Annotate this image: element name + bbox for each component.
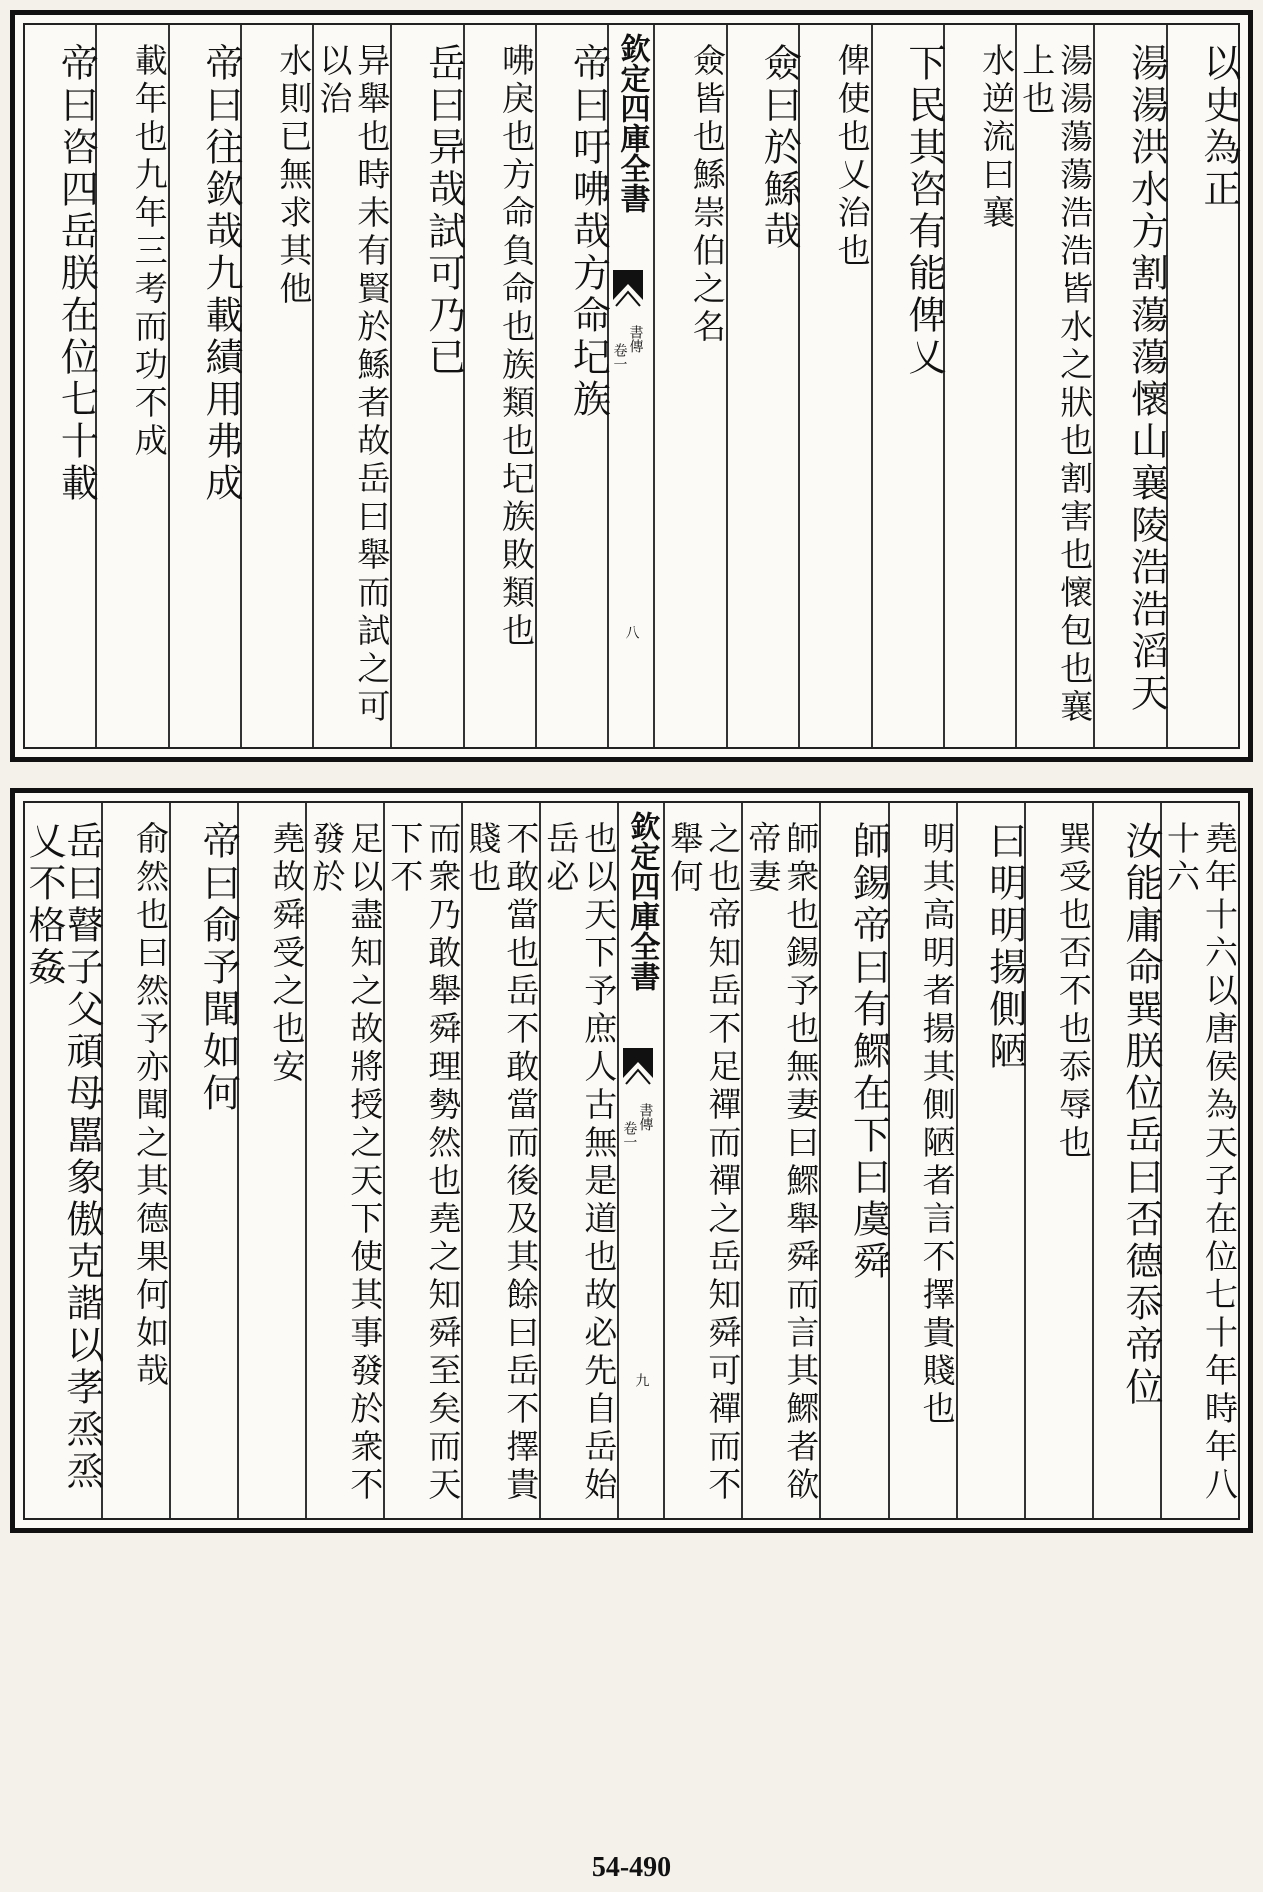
top-column-text: 帝曰吁咈哉方命圮族: [566, 43, 611, 421]
bottom-text-column: [237, 803, 305, 1518]
top-text-column: [535, 25, 611, 747]
bottom-text-column: [1024, 803, 1092, 1518]
bottom-column-text: 足以盡知之故將授之天下使其事發於衆不發於: [307, 821, 385, 1505]
top-column-text: 水逆流曰襄: [977, 43, 1017, 233]
bottom-text-column: [1092, 803, 1163, 1518]
bottom-column-text: 岳曰瞽子父頑母嚚象傲克諧以孝烝烝乂不格姦: [22, 821, 104, 1493]
top-column-text: 下民其咨有能俾乂: [901, 43, 946, 379]
bottom-column-text: 師衆也錫予也無妻曰鰥舉舜而言其鰥者欲帝妻: [743, 821, 821, 1505]
top-column-text: 湯湯洪水方割蕩蕩懷山襄陵浩浩滔天: [1124, 43, 1169, 715]
bottom-column-text: 而衆乃敢舉舜理勢然也堯之知舜至矣而天下不: [385, 821, 463, 1505]
top-column-text: 帝曰往欽哉九載績用弗成: [199, 43, 244, 505]
top-text-column: [312, 25, 390, 747]
page-number: 54-490: [591, 1852, 672, 1883]
bottom-column-text: 之也帝知岳不足禪而禪之岳知舜可禪而不舉何: [665, 821, 743, 1505]
top-collection-title: 欽定四庫全書: [614, 33, 650, 213]
bottom-text-column: [22, 803, 104, 1518]
top-text-column: [390, 25, 466, 747]
bottom-column-text: 明其高明者揚其側陋者言不擇貴賤也: [917, 821, 957, 1429]
bottom-text-column: [663, 803, 741, 1518]
bottom-text-column: [169, 803, 241, 1518]
top-column-text: 水則已無求其他: [274, 43, 314, 309]
bottom-text-column: [461, 803, 539, 1518]
bottom-column-text: 巽受也否不也忝辱也: [1053, 821, 1093, 1163]
bottom-juan-number: 卷一: [621, 1121, 638, 1149]
bottom-book-name: 書傳: [637, 1103, 654, 1131]
bottom-text-column: [101, 803, 169, 1518]
bottom-text-column: [1160, 803, 1238, 1518]
bottom-column-text: 俞然也曰然予亦聞之其德果何如哉: [131, 821, 171, 1391]
top-text-column: [653, 25, 725, 747]
top-text-column: [1015, 25, 1093, 747]
top-text-column: [95, 25, 167, 747]
bottom-collection-title: 欽定四庫全書: [624, 811, 660, 991]
bottom-column-text: 堯故舜受之也安: [267, 821, 307, 1087]
top-column-text: 湯湯蕩蕩浩浩皆水之狀也割害也懷包也襄上也: [1017, 43, 1095, 727]
bottom-text-column: [383, 803, 461, 1518]
top-text-column: [25, 25, 99, 747]
top-column-text: 載年也九年三考而功不成: [129, 43, 169, 461]
bottom-text-column: [956, 803, 1027, 1518]
bottom-column-text: 也以天下予庶人古無是道也故必先自岳始岳必: [541, 821, 619, 1505]
top-text-column: [1093, 25, 1169, 747]
bottom-text-column: [539, 803, 617, 1518]
bottom-column-text: 汝能庸命巽朕位岳曰否德忝帝位: [1119, 821, 1163, 1409]
top-text-column: [1166, 25, 1241, 747]
top-book-name: 書傳: [627, 325, 644, 353]
bottom-text-column: [305, 803, 383, 1518]
top-text-column: [726, 25, 802, 747]
top-text-column: [871, 25, 946, 747]
bottom-text-column: [741, 803, 819, 1518]
top-column-text: 咈戾也方命負命也族類也圮族敗類也: [497, 43, 537, 651]
bottom-text-column: [888, 803, 956, 1518]
top-page: [10, 10, 1253, 762]
top-fish-tail-mark: [613, 270, 643, 306]
top-center-margin: [607, 25, 653, 747]
top-column-text: 异舉也時未有賢於鯀者故岳曰舉而試之可以治: [314, 43, 392, 727]
bottom-text-column: [819, 803, 891, 1518]
bottom-column-text: 堯年十六以唐侯為天子在位七十年時年八十六: [1162, 821, 1239, 1505]
top-column-text: 俾使也乂治也: [832, 43, 872, 271]
top-text-column: [798, 25, 870, 747]
bottom-column-text: 曰明明揚側陋: [982, 821, 1027, 1073]
bottom-center-margin: [617, 803, 663, 1518]
top-leaf-number: 八: [623, 625, 640, 639]
bottom-leaf-number: 九: [633, 1373, 650, 1387]
top-column-text: 帝曰咨四岳朕在位七十載: [54, 43, 99, 505]
top-column-text: 僉皆也鯀崇伯之名: [687, 43, 727, 347]
top-text-column: [463, 25, 535, 747]
bottom-column-text: 師錫帝曰有鰥在下曰虞舜: [846, 821, 891, 1283]
top-text-column: [168, 25, 244, 747]
bottom-column-text: 不敢當也岳不敢當而後及其餘曰岳不擇貴賤也: [463, 821, 541, 1505]
top-column-text: 以史為正: [1197, 43, 1241, 211]
bottom-page: [10, 788, 1253, 1533]
bottom-fish-tail-mark: [623, 1048, 653, 1084]
top-column-text: 僉曰於鯀哉: [757, 43, 802, 253]
top-text-column: [943, 25, 1015, 747]
top-column-text: 岳曰异哉試可乃已: [421, 43, 466, 379]
bottom-column-text: 帝曰俞予聞如何: [196, 821, 241, 1115]
top-text-column: [240, 25, 312, 747]
top-juan-number: 卷一: [611, 343, 628, 371]
